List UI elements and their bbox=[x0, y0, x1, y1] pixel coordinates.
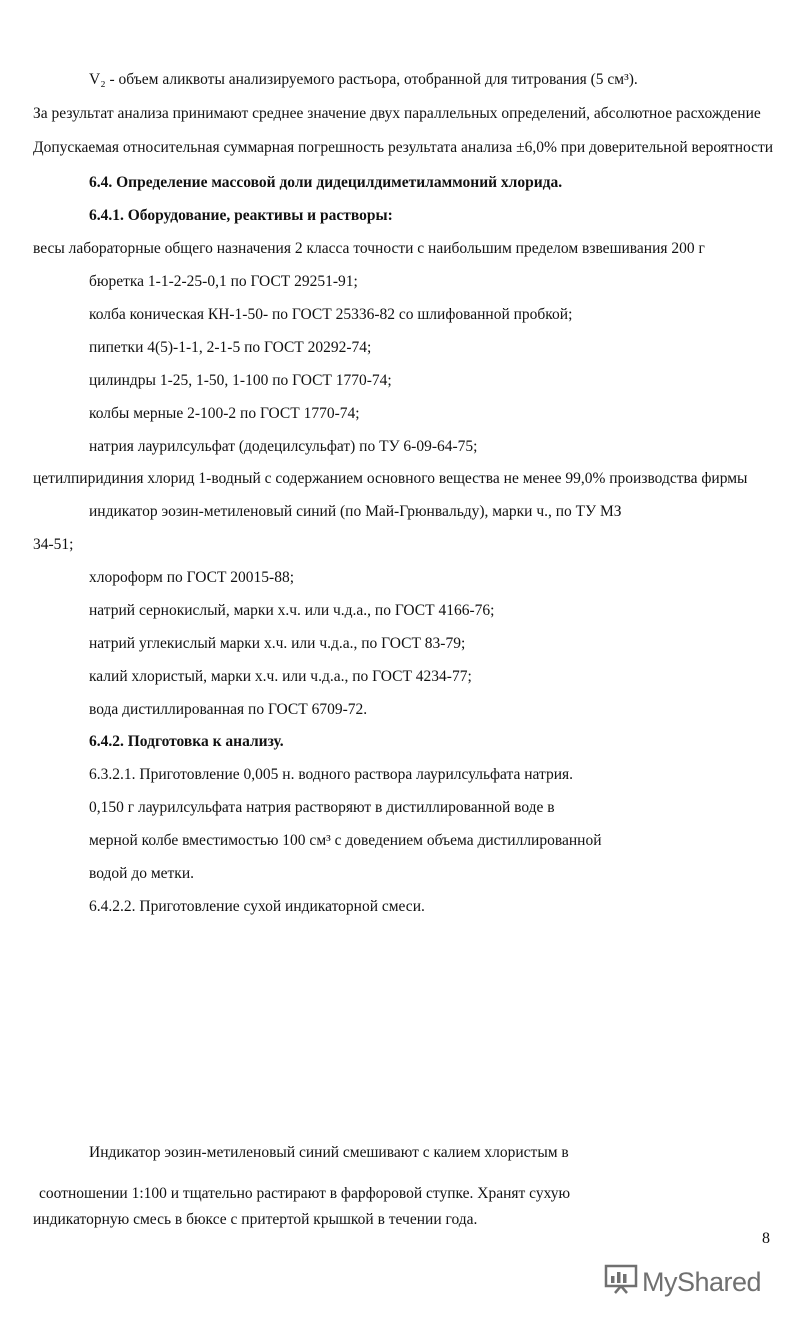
paragraph-line: Индикатор эозин-метиленовый синий смешивают с калием хлористым в bbox=[89, 1144, 569, 1161]
list-item: калий хлористый, марки х.ч. или ч.д.а., по ГОСТ 4234-77; bbox=[89, 668, 472, 685]
list-item: цилиндры 1-25, 1-50, 1-100 по ГОСТ 1770-74; bbox=[89, 372, 392, 389]
list-item: бюретка 1-1-2-25-0,1 по ГОСТ 29251-91; bbox=[89, 273, 358, 290]
page-number: 8 bbox=[762, 1230, 770, 1247]
presentation-board-icon bbox=[604, 1264, 638, 1301]
paragraph-line: индикаторную смесь в бюксе с притертой крышкой в течении года. bbox=[33, 1211, 478, 1228]
list-item: цетилпиридиния хлорид 1-водный с содержанием основного вещества не менее 99,0% производства фирмы bbox=[33, 470, 748, 487]
list-item: колба коническая КН-1-50- по ГОСТ 25336-82 со шлифованной пробкой; bbox=[89, 306, 573, 323]
list-item: натрия лаурилсульфат (додецилсульфат) по ТУ 6-09-64-75; bbox=[89, 438, 478, 455]
subsection-heading: 6.4.2. Подготовка к анализу. bbox=[89, 733, 284, 750]
list-item: индикатор эозин-метиленовый синий (по Май-Грюнвальду), марки ч., по ТУ МЗ bbox=[89, 503, 622, 520]
list-item-continuation: 34-51; bbox=[33, 536, 74, 553]
list-item: хлороформ по ГОСТ 20015-88; bbox=[89, 569, 295, 586]
watermark-logo bbox=[604, 1264, 761, 1301]
paragraph-line: соотношении 1:100 и тщательно растирают в фарфоровой ступке. Хранят сухую bbox=[39, 1185, 571, 1202]
text-line: V₂ - объем аликвоты анализируемого растьора, отобранной для титрования (5 см³). bbox=[89, 71, 638, 88]
paragraph-line: 0,150 г лаурилсульфата натрия растворяют в дистиллированной воде в bbox=[89, 799, 555, 816]
paragraph-line: 6.4.2.2. Приготовление сухой индикаторной смеси. bbox=[89, 898, 425, 915]
paragraph-line: мерной колбе вместимостью 100 см³ с доведением объема дистиллированной bbox=[89, 832, 602, 849]
list-item: вода дистиллированная по ГОСТ 6709-72. bbox=[89, 701, 368, 718]
list-item: пипетки 4(5)-1-1, 2-1-5 по ГОСТ 20292-74; bbox=[89, 339, 372, 356]
paragraph-line: 6.3.2.1. Приготовление 0,005 н. водного раствора лаурилсульфата натрия. bbox=[89, 766, 574, 783]
list-item: весы лабораторные общего назначения 2 класса точности с наибольшим пределом взвешивания 200 г bbox=[33, 240, 705, 257]
watermark-text: MyShared bbox=[642, 1267, 762, 1297]
list-item: натрий сернокислый, марки х.ч. или ч.д.а., по ГОСТ 4166-76; bbox=[89, 602, 495, 619]
text-line: За результат анализа принимают среднее значение двух параллельных определений, абсолютное расхождение bbox=[33, 105, 761, 122]
list-item: колбы мерные 2-100-2 по ГОСТ 1770-74; bbox=[89, 405, 360, 422]
list-item: натрий углекислый марки х.ч. или ч.д.а., по ГОСТ 83-79; bbox=[89, 635, 466, 652]
paragraph-line: водой до метки. bbox=[89, 865, 194, 882]
text-line: Допускаемая относительная суммарная погрешность результата анализа ±6,0% при доверительной вероятности bbox=[33, 139, 774, 156]
subsection-heading: 6.4.1. Оборудование, реактивы и растворы: bbox=[89, 207, 393, 224]
section-heading: 6.4. Определение массовой доли дидецилдиметиламмоний хлорида. bbox=[89, 174, 563, 191]
